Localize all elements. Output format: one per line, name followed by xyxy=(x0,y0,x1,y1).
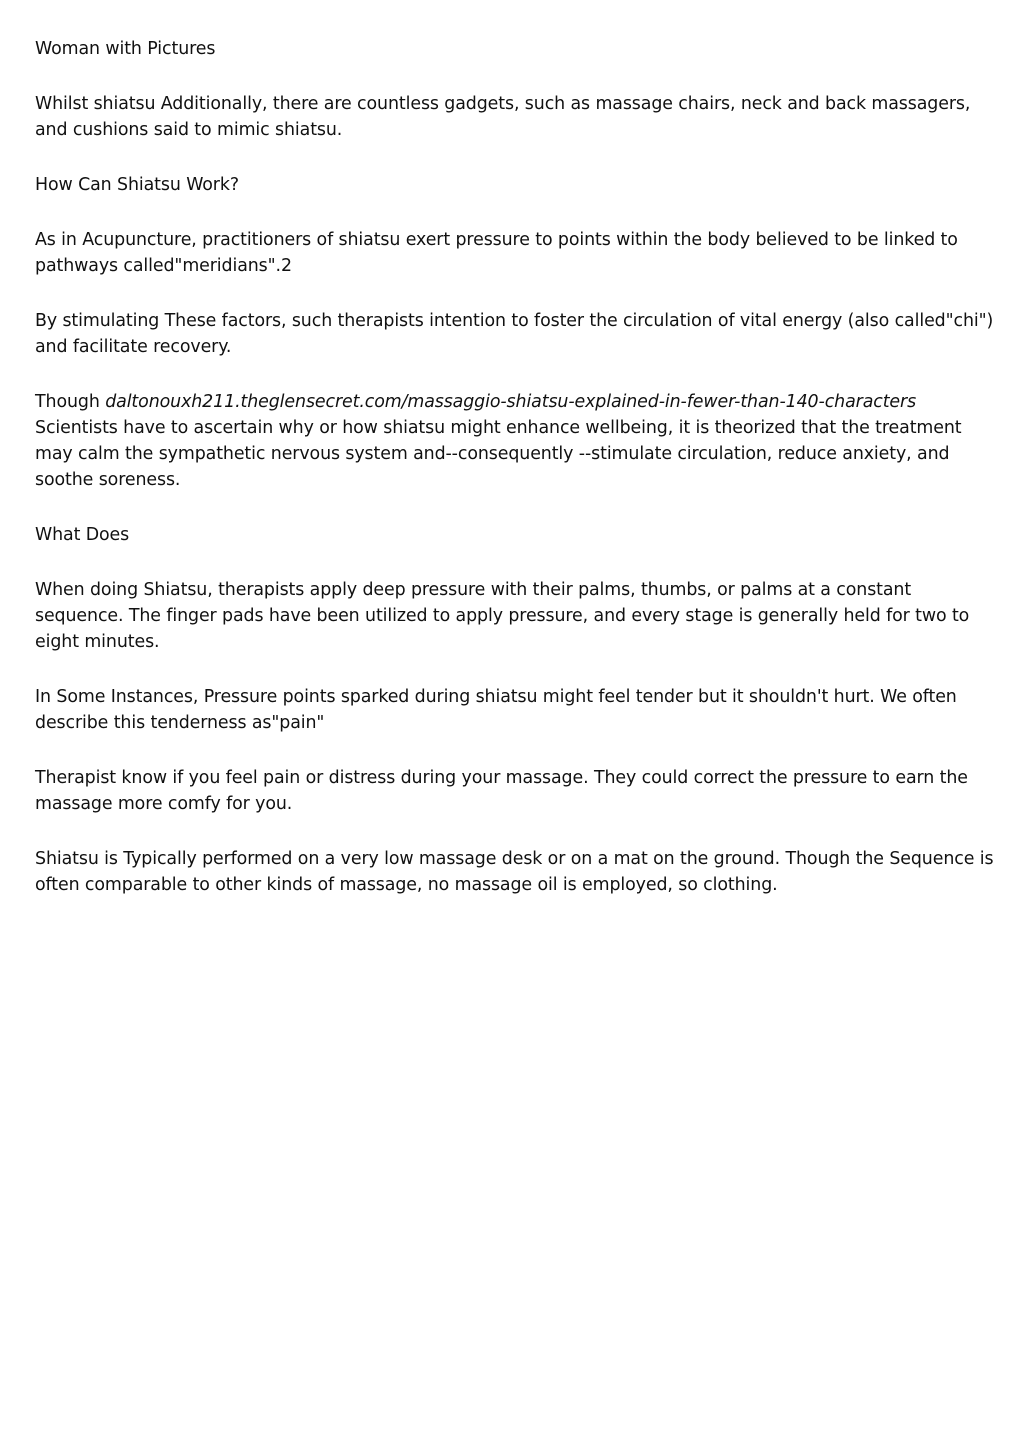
document-title: Woman with Pictures xyxy=(35,39,216,59)
when-paragraph: When doing Shiatsu, therapists apply deep pressure with their palms, thumbs, or palms at a constant sequence. The finger pads have been utilized to apply pressure, and every stage is generally held for two to eight minutes. xyxy=(35,580,970,652)
intro-paragraph: Whilst shiatsu Additionally, there are countless gadgets, such as massage chairs, neck and back massagers, and cushions said to mimic shiatsu. xyxy=(35,94,971,140)
instances-paragraph: In Some Instances, Pressure points sparked during shiatsu might feel tender but it shouldn't hurt. We often describe this tenderness as"pain" xyxy=(35,687,957,733)
though-prefix: Though xyxy=(35,392,106,412)
therapist-paragraph: Therapist know if you feel pain or distress during your massage. They could correct the pressure to earn the massage more comfy for you. xyxy=(35,768,968,814)
document-body xyxy=(35,36,995,927)
inline-link[interactable]: daltonouxh211.theglensecret.com/massaggio-shiatsu-explained-in-fewer-than-140-characters xyxy=(105,392,917,412)
heading-how-shiatsu-works: How Can Shiatsu Work? xyxy=(35,175,239,195)
acupuncture-paragraph: As in Acupuncture, practitioners of shiatsu exert pressure to points within the body believed to be linked to pathways called"meridians".2 xyxy=(35,230,958,276)
performed-paragraph: Shiatsu is Typically performed on a very low massage desk or on a mat on the ground. Though the Sequence is often comparable to other kinds of massage, no massage oil is employed, so clothing. xyxy=(35,849,994,895)
heading-what-does: What Does xyxy=(35,525,130,545)
stimulating-paragraph: By stimulating These factors, such therapists intention to foster the circulation of vital energy (also called"chi") and facilitate recovery. xyxy=(35,311,994,357)
though-suffix: Scientists have to ascertain why or how shiatsu might enhance wellbeing, it is theorized that the treatment may calm the sympathetic nervous system and--consequently --stimulate circulation, reduce anxiety, and soothe soreness. xyxy=(35,418,962,490)
though-paragraph xyxy=(35,389,995,493)
